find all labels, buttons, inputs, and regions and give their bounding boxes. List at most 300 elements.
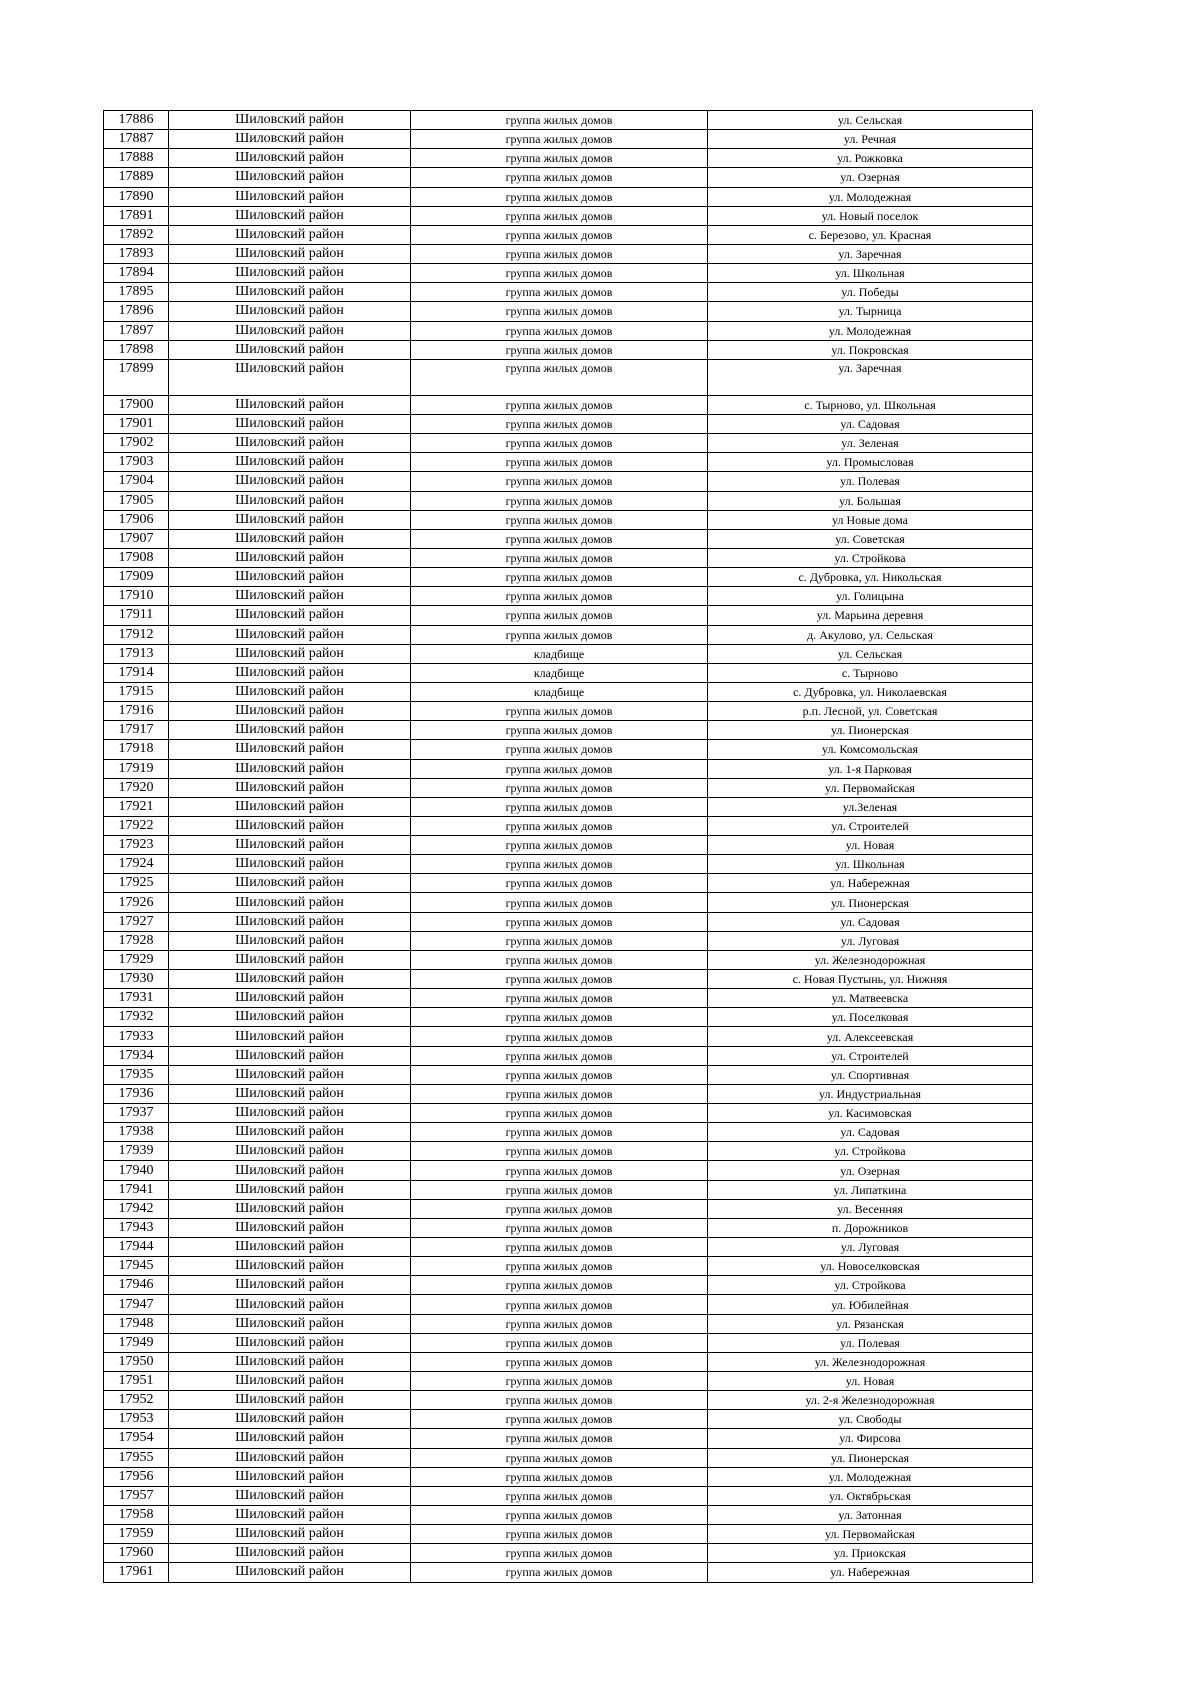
table-row [104,1486,1033,1505]
address-cell: ул. Речная [708,130,1033,149]
object-type-cell: группа жилых домов [411,244,708,263]
address-cell: ул. Матвеевска [708,989,1033,1008]
table-row [104,797,1033,816]
address-cell: ул. Полевая [708,1333,1033,1352]
district-cell: Шиловский район [169,836,411,855]
district-cell: Шиловский район [169,816,411,835]
record-number-cell: 17908 [104,548,169,567]
district-cell: Шиловский район [169,1123,411,1142]
address-cell: ул. Озерная [708,1161,1033,1180]
table-row [104,1238,1033,1257]
address-cell: ул. Молодежная [708,321,1033,340]
object-type-cell: группа жилых домов [411,1084,708,1103]
district-cell: Шиловский район [169,1352,411,1371]
table-row [104,931,1033,950]
object-type-cell: группа жилых домов [411,1295,708,1314]
object-type-cell: группа жилых домов [411,1563,708,1582]
address-cell: ул. Стройкова [708,548,1033,567]
record-number-cell: 17955 [104,1448,169,1467]
district-cell: Шиловский район [169,1142,411,1161]
object-type-cell: группа жилых домов [411,1525,708,1544]
record-number-cell: 17928 [104,931,169,950]
record-number-cell: 17933 [104,1027,169,1046]
district-cell: Шиловский район [169,682,411,701]
address-cell: ул. Новая [708,836,1033,855]
district-cell: Шиловский район [169,797,411,816]
district-cell: Шиловский район [169,1486,411,1505]
record-number-cell: 17891 [104,206,169,225]
district-cell: Шиловский район [169,587,411,606]
address-cell: ул. Заречная [708,359,1033,395]
record-number-cell: 17939 [104,1142,169,1161]
object-type-cell: группа жилых домов [411,225,708,244]
district-cell: Шиловский район [169,1525,411,1544]
object-type-cell: группа жилых домов [411,1046,708,1065]
address-cell: с. Березово, ул. Красная [708,225,1033,244]
table-row [104,625,1033,644]
table-row [104,225,1033,244]
address-cell: ул Новые дома [708,510,1033,529]
district-cell: Шиловский район [169,168,411,187]
record-number-cell: 17919 [104,759,169,778]
district-cell: Шиловский район [169,510,411,529]
table-row [104,187,1033,206]
object-type-cell: группа жилых домов [411,1180,708,1199]
address-cell: с. Тырново, ул. Школьная [708,395,1033,414]
district-cell: Шиловский район [169,1372,411,1391]
object-type-cell: группа жилых домов [411,264,708,283]
object-type-cell: группа жилых домов [411,893,708,912]
record-number-cell: 17892 [104,225,169,244]
table-row [104,1123,1033,1142]
district-cell: Шиловский район [169,893,411,912]
object-type-cell: группа жилых домов [411,111,708,130]
object-type-cell: группа жилых домов [411,340,708,359]
table-row [104,1142,1033,1161]
object-type-cell: группа жилых домов [411,1352,708,1371]
object-type-cell: группа жилых домов [411,950,708,969]
address-cell: ул. Новая [708,1372,1033,1391]
record-number-cell: 17956 [104,1467,169,1486]
table-row [104,759,1033,778]
table-row [104,1046,1033,1065]
district-cell: Шиловский район [169,434,411,453]
district-cell: Шиловский район [169,491,411,510]
record-number-cell: 17921 [104,797,169,816]
record-number-cell: 17925 [104,874,169,893]
district-cell: Шиловский район [169,663,411,682]
district-cell: Шиловский район [169,1046,411,1065]
object-type-cell: группа жилых домов [411,302,708,321]
district-cell: Шиловский район [169,1238,411,1257]
table-row [104,606,1033,625]
record-number-cell: 17940 [104,1161,169,1180]
record-number-cell: 17934 [104,1046,169,1065]
address-cell: р.п. Лесной, ул. Советская [708,702,1033,721]
address-cell: ул. Рожковка [708,149,1033,168]
address-cell: ул. Стройкова [708,1142,1033,1161]
record-number-cell: 17960 [104,1544,169,1563]
address-cell: ул. Победы [708,283,1033,302]
record-number-cell: 17895 [104,283,169,302]
object-type-cell: группа жилых домов [411,453,708,472]
record-number-cell: 17927 [104,912,169,931]
district-cell: Шиловский район [169,1544,411,1563]
table-row [104,721,1033,740]
object-type-cell: группа жилых домов [411,359,708,395]
address-cell: ул. Молодежная [708,1467,1033,1486]
district-cell: Шиловский район [169,1257,411,1276]
table-row [104,1084,1033,1103]
district-cell: Шиловский район [169,1295,411,1314]
table-row [104,414,1033,433]
district-cell: Шиловский район [169,778,411,797]
table-row [104,1065,1033,1084]
object-type-cell: группа жилых домов [411,816,708,835]
object-type-cell: кладбище [411,644,708,663]
record-number-cell: 17951 [104,1372,169,1391]
district-cell: Шиловский район [169,1410,411,1429]
district-cell: Шиловский район [169,1104,411,1123]
record-number-cell: 17918 [104,740,169,759]
record-number-cell: 17896 [104,302,169,321]
record-number-cell: 17936 [104,1084,169,1103]
record-number-cell: 17914 [104,663,169,682]
record-number-cell: 17924 [104,855,169,874]
table-row [104,149,1033,168]
object-type-cell: группа жилых домов [411,1257,708,1276]
table-row [104,893,1033,912]
table-row [104,1505,1033,1524]
address-cell: ул. Спортивная [708,1065,1033,1084]
district-cell: Шиловский район [169,395,411,414]
object-type-cell: группа жилых домов [411,1123,708,1142]
record-number-cell: 17945 [104,1257,169,1276]
district-cell: Шиловский район [169,340,411,359]
table-row [104,970,1033,989]
record-number-cell: 17913 [104,644,169,663]
object-type-cell: группа жилых домов [411,130,708,149]
table-row [104,395,1033,414]
district-cell: Шиловский район [169,225,411,244]
record-number-cell: 17954 [104,1429,169,1448]
record-number-cell: 17943 [104,1218,169,1237]
object-type-cell: группа жилых домов [411,912,708,931]
record-number-cell: 17948 [104,1314,169,1333]
district-cell: Шиловский район [169,130,411,149]
address-cell: ул. Юбилейная [708,1295,1033,1314]
address-cell: ул. Первомайская [708,1525,1033,1544]
object-type-cell: группа жилых домов [411,1372,708,1391]
record-number-cell: 17907 [104,529,169,548]
object-type-cell: группа жилых домов [411,206,708,225]
district-cell: Шиловский район [169,244,411,263]
object-type-cell: группа жилых домов [411,1544,708,1563]
record-number-cell: 17952 [104,1391,169,1410]
address-cell: ул. Строителей [708,1046,1033,1065]
address-cell: ул. Новый поселок [708,206,1033,225]
district-cell: Шиловский район [169,414,411,433]
table-row [104,1199,1033,1218]
table-row [104,950,1033,969]
record-number-cell: 17916 [104,702,169,721]
table-row [104,1429,1033,1448]
address-cell: ул. Индустриальная [708,1084,1033,1103]
address-cell: ул. Голицына [708,587,1033,606]
table-row [104,529,1033,548]
table-row [104,359,1033,395]
object-type-cell: группа жилых домов [411,931,708,950]
address-cell: ул. Сельская [708,111,1033,130]
table-row [104,340,1033,359]
object-type-cell: кладбище [411,663,708,682]
record-number-cell: 17899 [104,359,169,395]
table-row [104,1161,1033,1180]
record-number-cell: 17932 [104,1008,169,1027]
record-number-cell: 17917 [104,721,169,740]
table-row [104,1104,1033,1123]
object-type-cell: группа жилых домов [411,1218,708,1237]
district-cell: Шиловский район [169,1008,411,1027]
object-type-cell: группа жилых домов [411,149,708,168]
district-cell: Шиловский район [169,187,411,206]
table-row [104,453,1033,472]
address-cell: ул. Фирсова [708,1429,1033,1448]
table-row [104,1391,1033,1410]
table-row [104,1525,1033,1544]
district-cell: Шиловский район [169,302,411,321]
table-row [104,568,1033,587]
table-row [104,244,1033,263]
address-cell: ул. Зеленая [708,434,1033,453]
record-number-cell: 17910 [104,587,169,606]
table-row [104,989,1033,1008]
record-number-cell: 17958 [104,1505,169,1524]
object-type-cell: группа жилых домов [411,491,708,510]
address-cell: ул. Пионерская [708,721,1033,740]
object-type-cell: группа жилых домов [411,510,708,529]
object-type-cell: группа жилых домов [411,836,708,855]
object-type-cell: группа жилых домов [411,874,708,893]
address-cell: с. Тырново [708,663,1033,682]
object-type-cell: группа жилых домов [411,1505,708,1524]
object-type-cell: группа жилых домов [411,395,708,414]
record-number-cell: 17947 [104,1295,169,1314]
record-number-cell: 17929 [104,950,169,969]
address-cell: ул. Школьная [708,855,1033,874]
address-cell: с. Дубровка, ул. Никольская [708,568,1033,587]
table-row [104,682,1033,701]
table-row [104,206,1033,225]
record-number-cell: 17941 [104,1180,169,1199]
address-cell: ул. Строителей [708,816,1033,835]
object-type-cell: группа жилых домов [411,740,708,759]
table-row [104,168,1033,187]
address-cell: ул. Липаткина [708,1180,1033,1199]
address-cell: ул. Луговая [708,931,1033,950]
record-number-cell: 17938 [104,1123,169,1142]
record-number-cell: 17930 [104,970,169,989]
district-cell: Шиловский район [169,644,411,663]
object-type-cell: группа жилых домов [411,587,708,606]
district-cell: Шиловский район [169,283,411,302]
table-row [104,874,1033,893]
table-row [104,1352,1033,1371]
table-row [104,836,1033,855]
record-number-cell: 17931 [104,989,169,1008]
address-cell: ул. Поселковая [708,1008,1033,1027]
district-cell: Шиловский район [169,1448,411,1467]
address-cell: ул. Садовая [708,414,1033,433]
address-cell: ул. Весенняя [708,1199,1033,1218]
district-cell: Шиловский район [169,740,411,759]
address-cell: ул. Сельская [708,644,1033,663]
district-cell: Шиловский район [169,625,411,644]
record-number-cell: 17887 [104,130,169,149]
table-row [104,1467,1033,1486]
district-cell: Шиловский район [169,359,411,395]
address-cell: ул. Промысловая [708,453,1033,472]
table-row [104,130,1033,149]
record-number-cell: 17898 [104,340,169,359]
object-type-cell: группа жилых домов [411,568,708,587]
record-number-cell: 17901 [104,414,169,433]
district-cell: Шиловский район [169,1161,411,1180]
address-cell: ул. Тырница [708,302,1033,321]
address-cell: ул. Стройкова [708,1276,1033,1295]
district-cell: Шиловский район [169,1467,411,1486]
object-type-cell: группа жилых домов [411,721,708,740]
table-row [104,1333,1033,1352]
object-type-cell: группа жилых домов [411,1065,708,1084]
address-cell: ул. Школьная [708,264,1033,283]
table-row [104,1448,1033,1467]
record-number-cell: 17897 [104,321,169,340]
district-cell: Шиловский район [169,568,411,587]
record-number-cell: 17942 [104,1199,169,1218]
object-type-cell: группа жилых домов [411,759,708,778]
record-number-cell: 17926 [104,893,169,912]
object-type-cell: группа жилых домов [411,606,708,625]
record-number-cell: 17944 [104,1238,169,1257]
address-cell: ул. Большая [708,491,1033,510]
table-row [104,548,1033,567]
table-row [104,1276,1033,1295]
address-cell: ул. Железнодорожная [708,1352,1033,1371]
table-row [104,778,1033,797]
address-cell: ул. Железнодорожная [708,950,1033,969]
address-cell: ул. Приокская [708,1544,1033,1563]
table-row [104,491,1033,510]
district-cell: Шиловский район [169,1065,411,1084]
district-cell: Шиловский район [169,874,411,893]
table-row [104,816,1033,835]
object-type-cell: группа жилых домов [411,778,708,797]
address-cell: ул. Марьина деревня [708,606,1033,625]
record-number-cell: 17912 [104,625,169,644]
district-cell: Шиловский район [169,950,411,969]
district-cell: Шиловский район [169,1027,411,1046]
table-row [104,321,1033,340]
record-number-cell: 17894 [104,264,169,283]
district-cell: Шиловский район [169,1314,411,1333]
record-number-cell: 17923 [104,836,169,855]
object-type-cell: группа жилых домов [411,970,708,989]
table-row [104,264,1033,283]
address-cell: ул. Касимовская [708,1104,1033,1123]
address-cell: ул. Свободы [708,1410,1033,1429]
object-type-cell: группа жилых домов [411,472,708,491]
address-cell: ул. Пионерская [708,893,1033,912]
address-cell: ул. Луговая [708,1238,1033,1257]
table-row [104,1257,1033,1276]
object-type-cell: группа жилых домов [411,1008,708,1027]
record-number-cell: 17888 [104,149,169,168]
object-type-cell: группа жилых домов [411,283,708,302]
address-cell: ул. Пионерская [708,1448,1033,1467]
address-cell: с. Новая Пустынь, ул. Нижняя [708,970,1033,989]
record-number-cell: 17915 [104,682,169,701]
record-number-cell: 17911 [104,606,169,625]
district-cell: Шиловский район [169,1333,411,1352]
district-cell: Шиловский район [169,206,411,225]
table-row [104,1295,1033,1314]
address-cell: ул. Садовая [708,912,1033,931]
record-number-cell: 17949 [104,1333,169,1352]
district-cell: Шиловский район [169,702,411,721]
object-type-cell: группа жилых домов [411,1314,708,1333]
record-number-cell: 17922 [104,816,169,835]
object-type-cell: группа жилых домов [411,1142,708,1161]
address-cell: ул. Озерная [708,168,1033,187]
table-row [104,1544,1033,1563]
district-cell: Шиловский район [169,453,411,472]
object-type-cell: группа жилых домов [411,1238,708,1257]
object-type-cell: группа жилых домов [411,1161,708,1180]
address-cell: ул. Набережная [708,874,1033,893]
record-number-cell: 17886 [104,111,169,130]
object-type-cell: группа жилых домов [411,1104,708,1123]
address-cell: ул. Заречная [708,244,1033,263]
object-type-cell: группа жилых домов [411,1486,708,1505]
address-cell: ул. Советская [708,529,1033,548]
object-type-cell: группа жилых домов [411,1276,708,1295]
address-cell: ул. Алексеевская [708,1027,1033,1046]
district-cell: Шиловский район [169,759,411,778]
object-type-cell: группа жилых домов [411,1027,708,1046]
district-cell: Шиловский район [169,855,411,874]
district-cell: Шиловский район [169,1505,411,1524]
record-number-cell: 17920 [104,778,169,797]
table-row [104,302,1033,321]
table-row [104,283,1033,302]
district-cell: Шиловский район [169,606,411,625]
district-cell: Шиловский район [169,912,411,931]
object-type-cell: кладбище [411,682,708,701]
district-cell: Шиловский район [169,1199,411,1218]
district-cell: Шиловский район [169,111,411,130]
record-number-cell: 17950 [104,1352,169,1371]
district-cell: Шиловский район [169,1563,411,1582]
record-number-cell: 17953 [104,1410,169,1429]
object-type-cell: группа жилых домов [411,797,708,816]
table-row [104,702,1033,721]
record-number-cell: 17900 [104,395,169,414]
table-row [104,644,1033,663]
district-cell: Шиловский район [169,1218,411,1237]
table-row [104,855,1033,874]
district-cell: Шиловский район [169,149,411,168]
